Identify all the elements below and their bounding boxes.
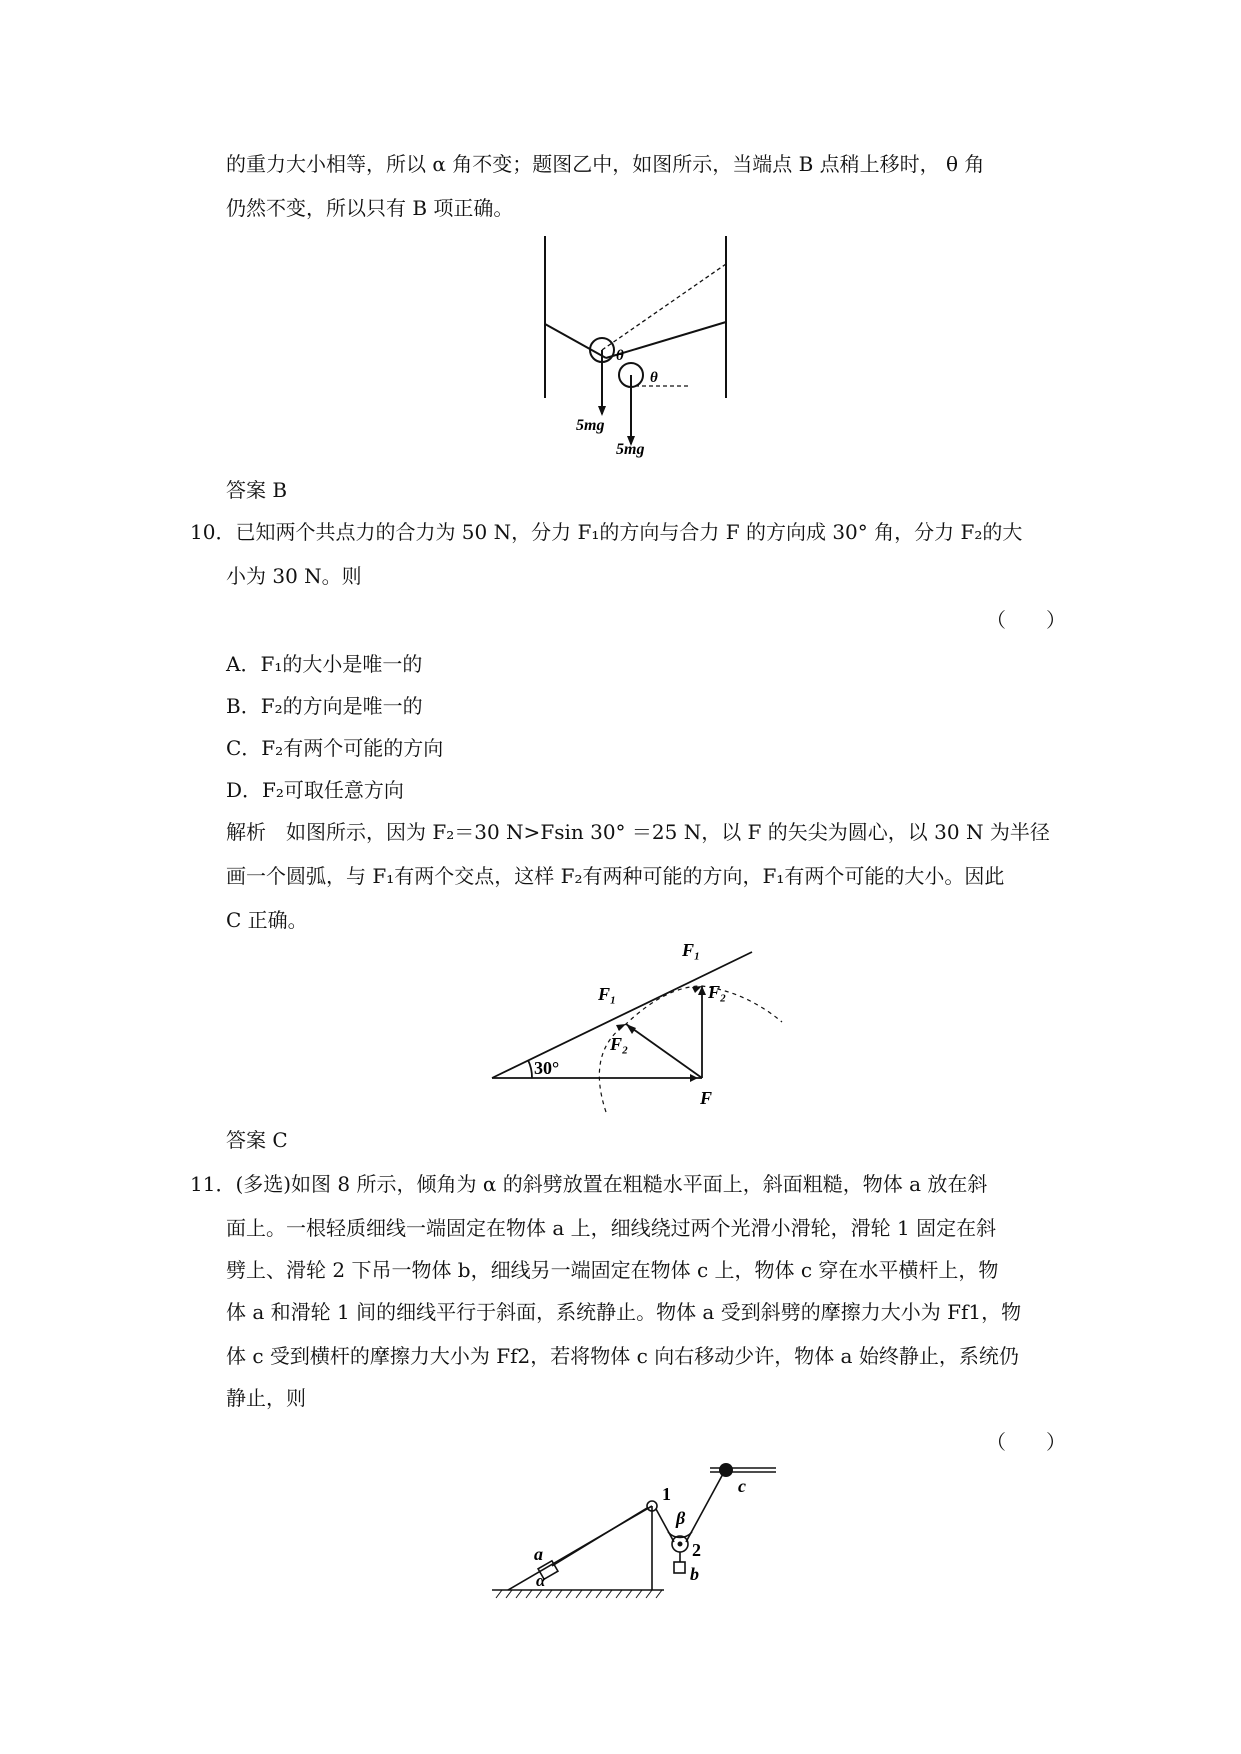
label-object-a: a [534, 1544, 543, 1564]
label-object-c: c [738, 1476, 746, 1496]
explanation-line-1: 解析 如图所示，因为 F₂＝30 N>Fsin 30° ＝25 N，以 F 的矢尖为圆心，以 30 N 为半径 [226, 820, 1050, 844]
label-f1-top: F₁ [682, 942, 701, 960]
question-11-line-6: 静止，则 [226, 1386, 306, 1410]
theta-label-lower: θ [650, 370, 658, 386]
answer-10: 答案 C [226, 1128, 288, 1152]
option-d: D．F₂可取任意方向 [226, 778, 404, 802]
label-f1-middle: F₁ [598, 984, 617, 1004]
question-11-line-5: 体 c 受到横杆的摩擦力大小为 Ff2，若将物体 c 向右移动少许，物体 a 始终静止，系统仍 [226, 1344, 1019, 1368]
label-pulley-2: 2 [692, 1540, 701, 1560]
weight-label-1: 5mg [576, 417, 605, 434]
answer-9: 答案 B [226, 478, 288, 502]
label-angle-alpha: α [536, 1571, 546, 1590]
option-a: A．F₁的大小是唯一的 [226, 652, 423, 676]
answer-bracket-10: （ ） [986, 608, 1066, 632]
answer-bracket-11: （ ） [986, 1430, 1066, 1454]
option-b: B．F₂的方向是唯一的 [226, 694, 423, 718]
label-angle-30: 30° [534, 1058, 560, 1078]
weight-label-2: 5mg [616, 441, 645, 458]
question-10-line-2: 小为 30 N。则 [226, 564, 362, 588]
question-11-line-3: 劈上、滑轮 2 下吊一物体 b，细线另一端固定在物体 c 上，物体 c 穿在水平横杆上，物 [226, 1258, 999, 1282]
label-f2-left: F₂ [610, 1034, 629, 1054]
theta-label-upper: θ [616, 348, 624, 364]
figure-force-triangle [486, 942, 786, 1118]
label-pulley-1: 1 [662, 1484, 671, 1504]
label-f2-right: F₂ [708, 982, 727, 1002]
question-10-line-1: 10．已知两个共点力的合力为 50 N，分力 F₁的方向与合力 F 的方向成 30° 角，分力 F₂的大 [190, 520, 1023, 544]
figure-pulley-weights [540, 236, 740, 466]
label-angle-beta: β [676, 1508, 686, 1528]
explanation-line-2: 画一个圆弧，与 F₁有两个交点，这样 F₂有两种可能的方向，F₁有两个可能的大小。因此 [226, 864, 1005, 888]
explanation-line-3: C 正确。 [226, 908, 308, 932]
question-11-line-4: 体 a 和滑轮 1 间的细线平行于斜面，系统静止。物体 a 受到斜劈的摩擦力大小为 Ff1，物 [226, 1300, 1022, 1324]
label-object-b: b [690, 1564, 699, 1584]
question-11-line-1: 11．(多选)如图 8 所示，倾角为 α 的斜劈放置在粗糙水平面上，斜面粗糙，物体 a 放在斜 [190, 1172, 988, 1196]
question-11-line-2: 面上。一根轻质细线一端固定在物体 a 上，细线绕过两个光滑小滑轮，滑轮 1 固定在斜 [226, 1216, 997, 1240]
option-c: C．F₂有两个可能的方向 [226, 736, 444, 760]
figure-incline-pulleys [486, 1462, 786, 1612]
label-f-resultant: F [700, 1088, 713, 1108]
text-line-1: 的重力大小相等，所以 α 角不变；题图乙中，如图所示，当端点 B 点稍上移时， θ 角 [226, 152, 985, 176]
text-line-2: 仍然不变，所以只有 B 项正确。 [226, 196, 514, 220]
